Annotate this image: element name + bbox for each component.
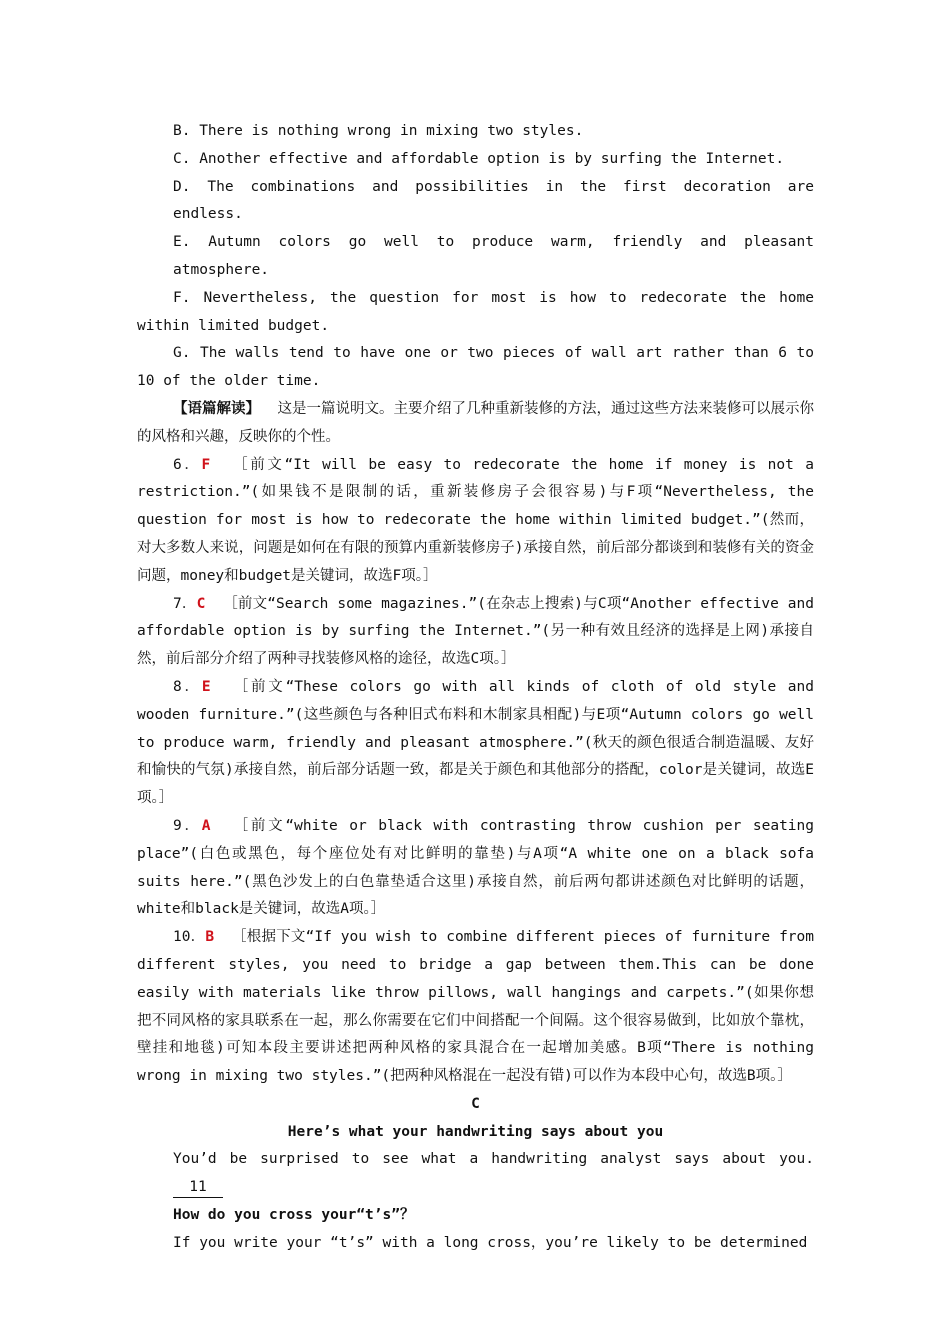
option-e: E. Autumn colors go well to produce warm, friendly and pleasant atmosphere.	[173, 234, 814, 278]
reading-text: 这是一篇说明文。主要介绍了几种重新装修的方法，通过这些方法来装修可以展示你的风格和兴趣，反映你的个性。	[137, 400, 815, 445]
answer-letter: A	[201, 817, 211, 834]
section-title: Here’s what your handwriting says about you	[287, 1123, 664, 1140]
document-page	[137, 118, 814, 1258]
section-letter: C	[471, 1095, 480, 1112]
answer-number: 7．	[173, 595, 197, 612]
reading-analysis	[137, 396, 814, 452]
answer-letter: C	[196, 595, 206, 612]
answer-explanation: ［前文“These colors go with all kinds of cloth of old style and wooden furniture.”(这些颜色与各种旧式布料和木制家具相配)与E项“Autumn colors go well to produce warm, friendly and pleasant atmosphere.”(秋天的颜色很适合制造温暖、友好和愉快的气氛)承接自然，前后部分话题一致，都是关于颜色和其他部分的搭配，color是关键词，故选E项。］	[137, 678, 814, 807]
answer-number: 9．	[173, 817, 202, 834]
reading-label: 【语篇解读】	[173, 400, 261, 417]
answer-explanation: ［根据下文“If you wish to combine different pieces of furniture from different styles, you need to bridge a gap between them.This can be done easily with materials like throw pillows, wall hangings and carpets.”(如果你想把不同风格的家具联系在一起，那么你需要在它们中间搭配一个间隔。这个很容易做到，比如放个靠枕，壁挂和地毯)可知本段主要讲述把两种风格的家具混合在一起增加美感。B项“There is nothing wrong in mixing two styles.”(把两种风格混在一起没有错)可以作为本段中心句，故选B项。］	[137, 929, 814, 1085]
intro-text: You’d be surprised to see what a handwriting analyst says about you.	[173, 1151, 814, 1168]
blank-11: 11	[173, 1177, 223, 1198]
answer-7	[137, 591, 814, 674]
answer-letter: B	[205, 929, 215, 946]
section-last-line: If you write your “t’s” with a long cross，you’re likely to be determined	[173, 1234, 808, 1251]
answer-number: 8．	[173, 678, 202, 695]
option-c: C. Another effective and affordable option is by surfing the Internet.	[173, 150, 785, 167]
answer-6	[137, 452, 814, 591]
answer-9	[137, 813, 814, 924]
answer-number: 10．	[173, 929, 206, 946]
answer-10	[137, 924, 814, 1091]
section-intro	[137, 1146, 814, 1202]
section-subheading: How do you cross your“t’s”？	[173, 1207, 415, 1224]
option-d: D. The combinations and possibilities in the first decoration are endless.	[173, 178, 814, 223]
answer-explanation: ［前文“white or black with contrasting throw cushion per seating place”(白色或黑色，每个座位处有对比鲜明的靠垫)与A项“A white one on a black sofa suits here.”(黑色沙发上的白色靠垫适合这里)承接自然，前后两句都讲述颜色对比鲜明的话题，white和black是关键词，故选A项。］	[137, 817, 814, 918]
answer-explanation: ［前文“It will be easy to redecorate the home if money is not a restriction.”(如果钱不是限制的话，重新装修房子会很容易)与F项“Nevertheless, the question for most is how to redecorate the home within limited budget.”(然而，对大多数人来说，问题是如何在有限的预算内重新装修房子)承接自然，前后部分都谈到和装修有关的资金问题，money和budget是关键词，故选F项。］	[137, 456, 814, 584]
answer-explanation: ［前文“Search some magazines.”(在杂志上搜索)与C项“Another effective and affordable option is by surfing the Internet.”(另一种有效且经济的选择是上网)承接自然，前后部分介绍了两种寻找装修风格的途径，故选C项。］	[137, 595, 814, 668]
option-g: G. The walls tend to have one or two pieces of wall art rather than 6 to 10 of the older time.	[137, 345, 814, 390]
answer-letter: F	[201, 456, 211, 473]
option-f: F. Nevertheless, the question for most is how to redecorate the home within limited budget.	[137, 289, 814, 334]
answer-number: 6．	[173, 456, 202, 473]
answer-letter: E	[201, 678, 211, 695]
option-b: B. There is nothing wrong in mixing two styles.	[173, 123, 584, 139]
answer-8	[137, 674, 814, 813]
